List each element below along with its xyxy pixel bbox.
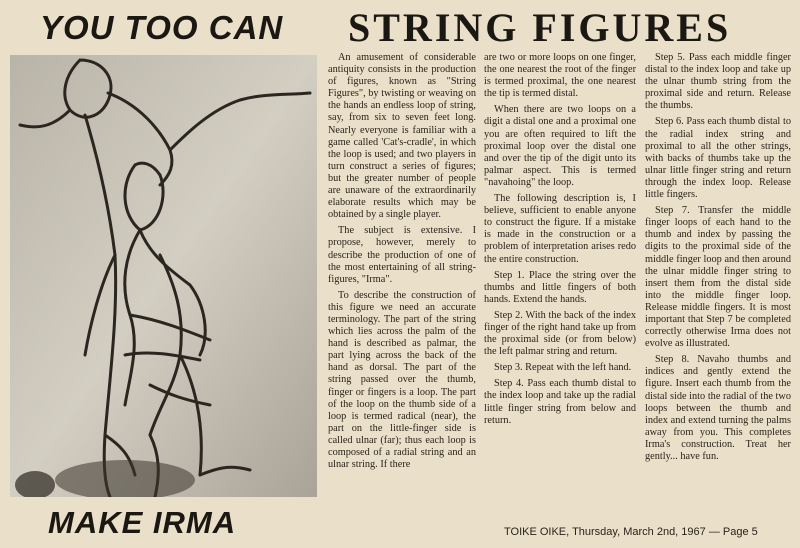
paragraph: The subject is extensive. I propose, however, merely to describe the production of one of the most entertaining of all string-figures, "Irma". — [328, 225, 476, 285]
paragraph: An amusement of considerable antiquity consists in the production of figures, known as "String Figures", by twisting or weaving on the hands an endless loop of string, say, from six to seven feet long. Nearly everyone is familiar with a game called 'Cat's-cradle', in which the loop is used; and two players in turn construct a series of figures; but the greater number of people are unaware of the extraordinarily elaborate results which may be obtained by a single player. — [328, 52, 476, 221]
paragraph: Step 6. Pass each thumb distal to the radial index string and proximal to all the other strings, with backs of thumbs take up the ulnar little finger string and return through the index loop. Release little fingers. — [645, 116, 791, 201]
headline-you-too-can: YOU TOO CAN — [40, 9, 284, 46]
article-column-2 — [484, 52, 636, 431]
paragraph: Step 8. Navaho thumbs and indices and gently extend the figure. Insert each thumb from the distal side into the radial of the two loops between the thumb and index and extend turning the palms away from you. This completes Irma's construction. Treat her gently... have fun. — [645, 354, 791, 462]
paragraph: Step 3. Repeat with the left hand. — [494, 362, 632, 374]
paragraph: are two or more loops on one finger, the one nearest the root of the finger is termed proximal, the one nearest the tip is termed distal. — [484, 52, 636, 100]
paragraph: Step 7. Transfer the middle finger loops of each hand to the thumb and index by passing the digits to the proximal side of the middle finger loop and then around the ulnar middle finger string to insert them from the distal side into the middle finger loop. Release middle fingers. It is most important that Step 7 be completed correctly otherwise Irma does not evolve as illustrated. — [645, 205, 791, 350]
paragraph: When there are two loops on a digit a distal one and a proximal one you are often required to lift the proximal loop over the distal one and over the tip of the digit unto its palmar aspect. This is termed "navahoing" the loop. — [484, 104, 636, 188]
paragraph: The following description is, I believe, sufficient to enable anyone to construct the figure. If a mistake is made in the construction or a problem of interpretation arises redo the entire construction. — [484, 193, 636, 265]
paragraph: Step 5. Pass each middle finger distal to the index loop and take up the ulnar thumb string from the proximal side and return. Release the thumbs. — [645, 52, 791, 112]
irma-string-figure-image — [10, 55, 317, 497]
page-footer: TOIKE OIKE, Thursday, March 2nd, 1967 — Page 5 — [504, 526, 758, 538]
article-column-3 — [645, 52, 791, 467]
paragraph: To describe the construction of this figure we need an accurate terminology. The part of the string which lies across the palm of the hand is described as palmar, the part lying across the back of the hand as dorsal. The part of the string passed over the thumb, finger or fingers is a loop. The part of the loop on the thumb side of a loop is termed radical (near), the part on the little-finger side is called ulnar (far); thus each loop is composed of a radial string and an ulnar string. If there — [328, 289, 476, 471]
paragraph: Step 1. Place the string over the thumbs and little fingers of both hands. Extend the hands. — [484, 269, 636, 305]
paragraph: Step 2. With the back of the index finger of the right hand take up from the proximal side (or from below) the left palmar string and return. — [484, 309, 636, 358]
headline-string-figures: STRING FIGURES — [348, 5, 732, 50]
paragraph: Step 4. Pass each thumb distal to the index loop and take up the radial little finger string from below and return. — [484, 378, 636, 426]
string-figure-photo — [10, 55, 317, 497]
article-column-1 — [328, 52, 476, 475]
headline-make-irma: MAKE IRMA — [48, 505, 237, 540]
